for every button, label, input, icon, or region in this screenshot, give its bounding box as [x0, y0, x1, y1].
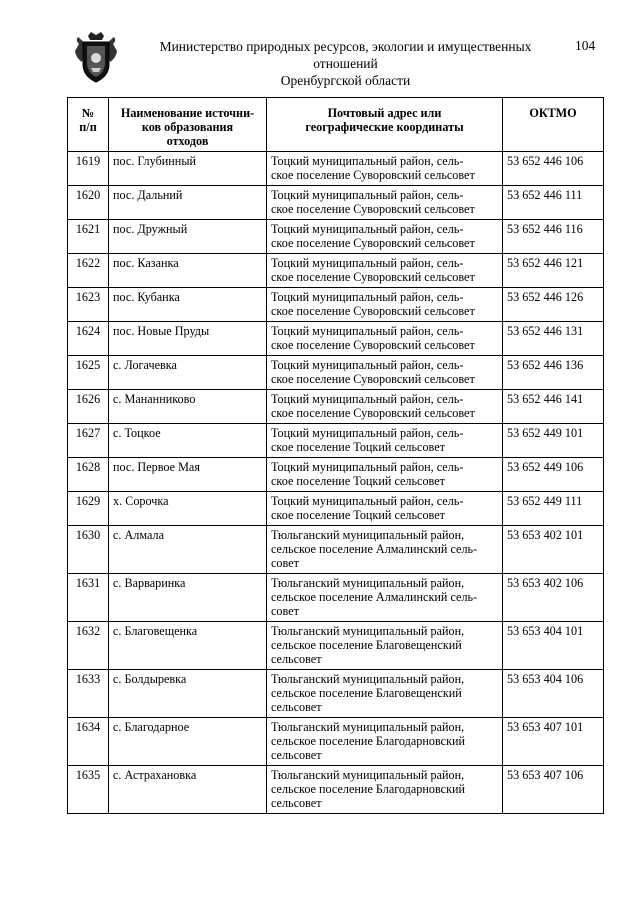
oktmo-code: 53 653 402 101 [503, 526, 604, 574]
row-number: 1622 [68, 254, 109, 288]
address: Тюльганский муниципальный район, сельское поселение Алмалинский сель- совет [267, 526, 503, 574]
address: Тоцкий муниципальный район, сель- ское поселение Суворовский сельсовет [267, 356, 503, 390]
oktmo-code: 53 652 449 111 [503, 492, 604, 526]
address: Тоцкий муниципальный район, сель- ское поселение Тоцкий сельсовет [267, 458, 503, 492]
address: Тюльганский муниципальный район, сельское поселение Алмалинский сель- совет [267, 574, 503, 622]
row-number: 1631 [68, 574, 109, 622]
oktmo-code: 53 652 446 136 [503, 356, 604, 390]
oktmo-code: 53 652 446 141 [503, 390, 604, 424]
table-row [68, 390, 604, 424]
source-name: пос. Кубанка [109, 288, 267, 322]
table-row [68, 424, 604, 458]
table-row [68, 254, 604, 288]
row-number: 1624 [68, 322, 109, 356]
address: Тоцкий муниципальный район, сель- ское поселение Суворовский сельсовет [267, 152, 503, 186]
row-number: 1621 [68, 220, 109, 254]
row-number: 1625 [68, 356, 109, 390]
source-name: х. Сорочка [109, 492, 267, 526]
address: Тоцкий муниципальный район, сель- ское поселение Тоцкий сельсовет [267, 424, 503, 458]
oktmo-code: 53 653 404 101 [503, 622, 604, 670]
source-name: с. Алмала [109, 526, 267, 574]
source-name: пос. Дружный [109, 220, 267, 254]
table-row [68, 718, 604, 766]
table-row [68, 670, 604, 718]
waste-sources-table [67, 97, 604, 814]
address: Тоцкий муниципальный район, сель- ское поселение Суворовский сельсовет [267, 390, 503, 424]
source-name: пос. Первое Мая [109, 458, 267, 492]
source-name: пос. Новые Пруды [109, 322, 267, 356]
page-header [0, 0, 640, 95]
row-number: 1635 [68, 766, 109, 814]
table-row [68, 186, 604, 220]
address: Тоцкий муниципальный район, сель- ское поселение Суворовский сельсовет [267, 186, 503, 220]
source-name: с. Болдыревка [109, 670, 267, 718]
row-number: 1627 [68, 424, 109, 458]
table-row [68, 322, 604, 356]
oktmo-code: 53 652 446 116 [503, 220, 604, 254]
col-header-source-name: Наименование источни- ков образования отходов [109, 98, 267, 152]
source-name: с. Тоцкое [109, 424, 267, 458]
table-row [68, 526, 604, 574]
table-row [68, 458, 604, 492]
col-header-oktmo: ОКТМО [503, 98, 604, 152]
table-row [68, 220, 604, 254]
oktmo-code: 53 652 446 111 [503, 186, 604, 220]
source-name: с. Мананниково [109, 390, 267, 424]
table-row [68, 288, 604, 322]
address: Тоцкий муниципальный район, сель- ское поселение Суворовский сельсовет [267, 288, 503, 322]
address: Тоцкий муниципальный район, сель- ское поселение Суворовский сельсовет [267, 220, 503, 254]
row-number: 1619 [68, 152, 109, 186]
col-header-number: № п/п [68, 98, 109, 152]
source-name: с. Астрахановка [109, 766, 267, 814]
address: Тюльганский муниципальный район, сельское поселение Благодарновский сельсовет [267, 766, 503, 814]
oktmo-code: 53 652 446 126 [503, 288, 604, 322]
ministry-title [128, 38, 563, 89]
address: Тоцкий муниципальный район, сель- ское поселение Суворовский сельсовет [267, 254, 503, 288]
oktmo-code: 53 652 446 106 [503, 152, 604, 186]
row-number: 1632 [68, 622, 109, 670]
source-name: пос. Глубинный [109, 152, 267, 186]
oktmo-code: 53 652 446 131 [503, 322, 604, 356]
coat-of-arms-icon [73, 32, 119, 84]
oktmo-code: 53 653 402 106 [503, 574, 604, 622]
table-row [68, 574, 604, 622]
row-number: 1623 [68, 288, 109, 322]
table-row [68, 356, 604, 390]
address: Тюльганский муниципальный район, сельское поселение Благодарновский сельсовет [267, 718, 503, 766]
source-name: с. Благовещенка [109, 622, 267, 670]
source-name: пос. Казанка [109, 254, 267, 288]
oktmo-code: 53 653 404 106 [503, 670, 604, 718]
oktmo-code: 53 652 446 121 [503, 254, 604, 288]
oktmo-code: 53 653 407 106 [503, 766, 604, 814]
table-row [68, 622, 604, 670]
page-number: 104 [575, 38, 596, 53]
source-name: с. Логачевка [109, 356, 267, 390]
address: Тюльганский муниципальный район, сельское поселение Благовещенский сельсовет [267, 670, 503, 718]
row-number: 1626 [68, 390, 109, 424]
source-name: с. Благодарное [109, 718, 267, 766]
oktmo-code: 53 652 449 101 [503, 424, 604, 458]
address: Тоцкий муниципальный район, сель- ское поселение Тоцкий сельсовет [267, 492, 503, 526]
table-row [68, 152, 604, 186]
row-number: 1629 [68, 492, 109, 526]
oktmo-code: 53 652 449 106 [503, 458, 604, 492]
row-number: 1628 [68, 458, 109, 492]
table-row [68, 492, 604, 526]
table-body [68, 152, 604, 814]
address: Тоцкий муниципальный район, сель- ское поселение Суворовский сельсовет [267, 322, 503, 356]
source-name: пос. Дальний [109, 186, 267, 220]
row-number: 1633 [68, 670, 109, 718]
col-header-address: Почтовый адрес или географические координаты [267, 98, 503, 152]
address: Тюльганский муниципальный район, сельское поселение Благовещенский сельсовет [267, 622, 503, 670]
ministry-line-1: Министерство природных ресурсов, экологии и имущественных отношений [159, 39, 532, 71]
ministry-line-2: Оренбургской области [280, 73, 411, 88]
row-number: 1630 [68, 526, 109, 574]
table-row [68, 766, 604, 814]
row-number: 1634 [68, 718, 109, 766]
source-name: с. Варваринка [109, 574, 267, 622]
oktmo-code: 53 653 407 101 [503, 718, 604, 766]
table-header-row [68, 98, 604, 152]
row-number: 1620 [68, 186, 109, 220]
